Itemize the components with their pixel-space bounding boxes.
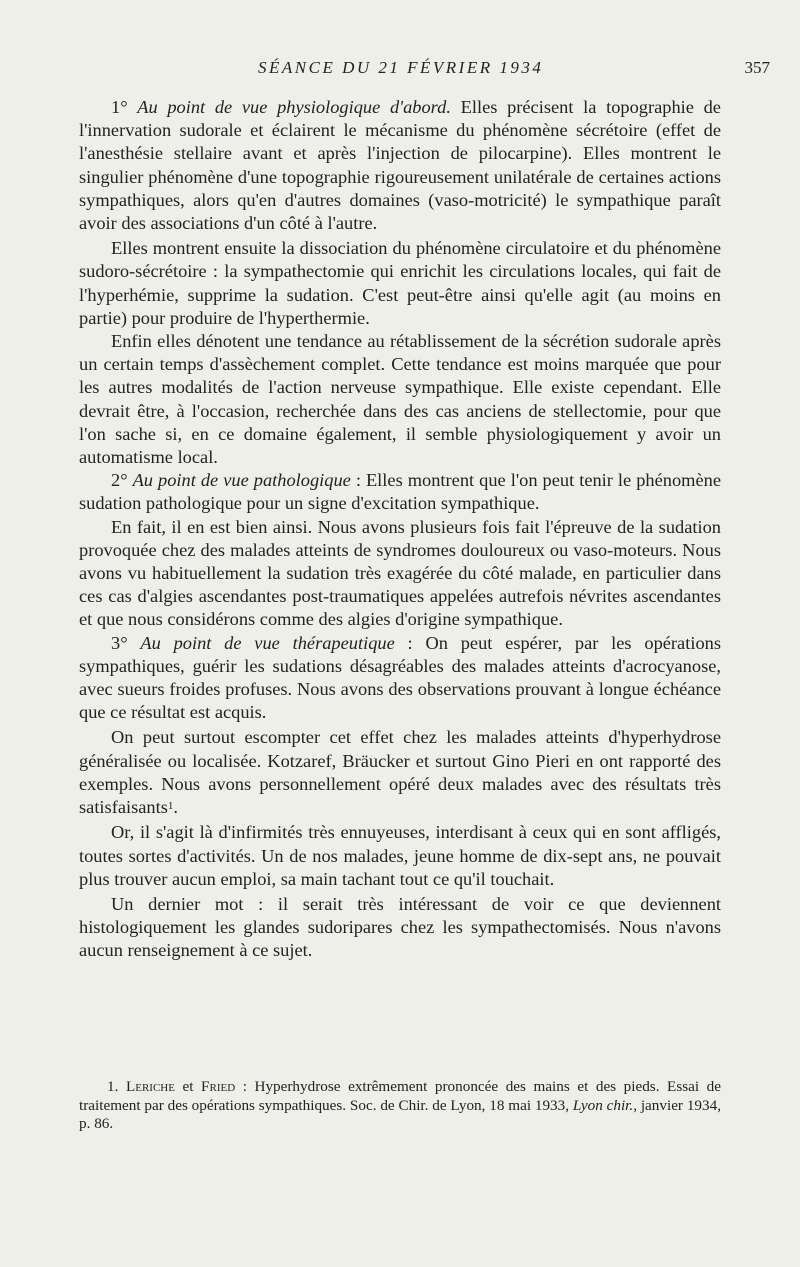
paragraph-physiology: 1° Au point de vue physiologique d'abord. Elles précisent la topographie de l'innervation sudorale et éclairent le mécanisme du phénomène sécrétoire (effet de l'anesthésie stellaire avant et après l'injection de pilocarpine). Elles montrent le singulier phénomène d'une topographie rigoureusement unilatérale de certaines actions sympathiques, alors qu'en d'autres domaines (vaso-motricité) le sympathique paraît avoir des associations d'un côté à l'autre. [79, 97, 721, 234]
paragraph: Enfin elles dénotent une tendance au rétablissement de la sécrétion sudorale après un certain temps d'assèchement complet. Cette tendance est moins marquée que pour les autres modalités de l'action nerveuse sympathique. Elle existe cependant. Elle devrait être, à l'occasion, recherchée dans des cas anciens de stellectomie, pour que l'on sache si, en ce domaine également, il semble physiologiquement y avoir un automatisme local. [79, 331, 721, 468]
footnote-ref[interactable]: 1 [167, 800, 174, 813]
page-number: 357 [744, 58, 770, 77]
header-title: SÉANCE DU 21 FÉVRIER 1934 [258, 58, 544, 77]
section-heading: Au point de vue thérapeutique [140, 632, 395, 653]
paragraph-pathology: 2° Au point de vue pathologique : Elles montrent que l'on peut tenir le phénomène sudation pathologique pour un signe d'excitation sympathique. [79, 470, 721, 514]
footnote: 1. Leriche et Fried : Hyperhydrose extrêmement prononcée des mains et des pieds. Essai de traitement par des opérations sympathiques. Soc. de Chir. de Lyon, 18 mai 1933, Lyon chir., janvier 1934, p. 86. [79, 1078, 722, 1133]
paragraph: Elles montrent ensuite la dissociation du phénomène circulatoire et du phénomène sudoro-sécrétoire : la sympathectomie qui enrichit les circulations locales, qui fait de l'hyperhémie, supprime la sudation. C'est peut-être ainsi qu'elle agit (au moins en partie) pour produire de l'hyperthermie. [79, 238, 721, 328]
paragraph: Un dernier mot : il serait très intéressant de voir ce que deviennent histologiquement les glandes sudoripares chez les sympathectomisés. Nous n'avons aucun renseignement à ce sujet. [79, 893, 721, 961]
section-heading: Au point de vue pathologique [132, 470, 351, 491]
footnote-author: Fried [201, 1078, 236, 1095]
running-header [0, 58, 800, 88]
paragraph: Or, il s'agit là d'infirmités très ennuyeuses, interdisant à ceux qui en sont affligés, toutes sortes d'activités. Un de nos malades, jeune homme de dix-sept ans, ne pouvait plus trouver aucun emploi, sa main tachant tout ce qu'il touchait. [79, 822, 721, 889]
section-heading: Au point de vue physiologique d'abord. [137, 97, 451, 117]
paragraph-therapy: 3° Au point de vue thérapeutique : On peut espérer, par les opérations sympathiques, guérir les sudations désagréables des malades atteints d'acrocyanose, avec sueurs froides profuses. Nous avons des observations prouvant à longue échéance que ce résultat est acquis. [79, 632, 721, 723]
footnote-number: 1. [107, 1078, 119, 1095]
section-number: 3° [111, 632, 128, 653]
paragraph: On peut surtout escompter cet effet chez les malades atteints d'hyperhydrose généralisée ou localisée. Kotzaref, Bräucker et surtout Gino Pieri en ont rapporté des exemples. Nous avons personnellement opéré deux malades avec des résultats très satisfaisants$^1$. [79, 727, 721, 818]
paragraph: En fait, il en est bien ainsi. Nous avons plusieurs fois fait l'épreuve de la sudation provoquée chez des malades atteints de syndromes douloureux ou vaso-moteurs. Nous avons vu habituellement la sudation très exagérée du côté malade, en particulier dans ces cas d'algies ascendantes post-traumatiques appelées autrefois névrites ascendantes et que nous considérons comme des algies d'origine sympathique. [79, 516, 721, 630]
body-text [79, 96, 721, 963]
section-number: 2° [111, 470, 128, 491]
section-number: 1° [111, 97, 128, 117]
footnote-author: Leriche [125, 1078, 175, 1095]
footnote-journal: Lyon chir. [572, 1096, 634, 1114]
